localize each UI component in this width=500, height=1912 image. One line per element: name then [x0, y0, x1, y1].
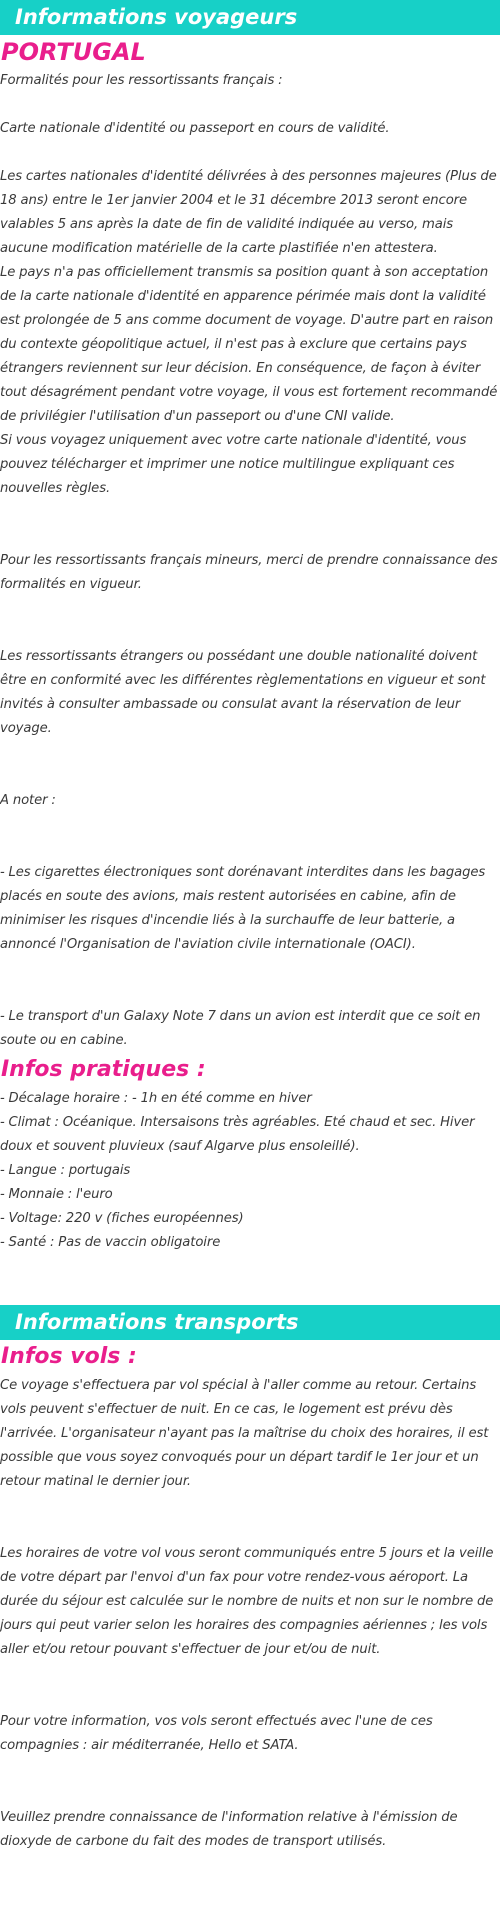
infos-vols-title: Infos vols : — [1, 1344, 137, 1369]
vol-paragraph-1: Ce voyage s'effectuera par vol spécial à l'aller comme au retour. Certains vols peuvent s'effectuer de nuit. En ce cas, le logement est prévu dès l'arrivée. L'organisateur n'ayant pas la maîtrise du choix des horaires, il est possible que vous soyez convoqués pour un départ tardif le 1er jour et un retour matinal le dernier jour. — [0, 1378, 489, 1489]
etrangers-paragraph: Les ressortissants étrangers ou possédant une double nationalité doivent être en conformité avec les différentes règlementations en vigueur et sont invités à consulter ambassade ou consulat avant la réservation de leur voyage. — [0, 649, 486, 736]
info-langue: - Langue : portugais — [0, 1163, 131, 1178]
info-sante: - Santé : Pas de vaccin obligatoire — [0, 1235, 221, 1250]
carte-identite-text: Carte nationale d'identité ou passeport en cours de validité. — [0, 121, 390, 136]
section-banner-transports: Informations transports — [0, 1305, 500, 1340]
cigarettes-notice: - Les cigarettes électroniques sont dorénavant interdites dans les bagages placés en soute des avions, mais restent autorisées en cabine, afin de minimiser les risques d'incendie liés à la surchauffe de leur batterie, a annoncé l'Organisation de l'aviation civile internationale (OACI). — [0, 865, 486, 952]
vol-paragraph-2: Les horaires de votre vol vous seront communiqués entre 5 jours et la veille de votre départ par l'envoi d'un fax pour votre rendez-vous aéroport. La durée du séjour est calculée sur le nombre de nuits et non sur le nombre de jours qui peut varier selon les horaires des compagnies aériennes ; les vols aller et/ou retour pouvant s'effectuer de jour et/ou de nuit. — [0, 1546, 494, 1657]
infos-pratiques-title: Infos pratiques : — [1, 1057, 206, 1082]
a-noter-label: A noter : — [0, 793, 56, 808]
info-voltage: - Voltage: 220 v (fiches européennes) — [0, 1211, 244, 1226]
section-banner-voyageurs: Informations voyageurs — [0, 0, 500, 35]
cni-paragraph-2: Le pays n'a pas officiellement transmis sa position quant à son acceptation de la carte nationale d'identité en apparence périmée mais dont la validité est prolongée de 5 ans comme document de voyage. D'autre part en raison du contexte géopolitique actuel, il n'est pas à exclure que certains pays étrangers reviennent sur leur décision. En conséquence, de façon à éviter tout désagrément pendant votre voyage, il vous est fortement recommandé de privilégier l'utilisation d'un passeport ou d'une CNI valide. — [0, 265, 498, 424]
compagnies-paragraph: Pour votre information, vos vols seront effectués avec l'une de ces compagnies : air méditerranée, Hello et SATA. — [0, 1714, 433, 1753]
info-monnaie: - Monnaie : l'euro — [0, 1187, 113, 1202]
info-climat: - Climat : Océanique. Intersaisons très agréables. Eté chaud et sec. Hiver doux et souvent pluvieux (sauf Algarve plus ensoleillé). — [0, 1115, 475, 1154]
formalites-intro: Formalités pour les ressortissants français : — [0, 73, 283, 88]
galaxy-note-notice: - Le transport d'un Galaxy Note 7 dans un avion est interdit que ce soit en soute ou en cabine. — [0, 1009, 481, 1048]
cni-paragraph-3: Si vous voyagez uniquement avec votre carte nationale d'identité, vous pouvez télécharger et imprimer une notice multilingue expliquant ces nouvelles règles. — [0, 433, 467, 496]
country-title: PORTUGAL — [1, 38, 146, 66]
info-decalage: - Décalage horaire : - 1h en été comme en hiver — [0, 1091, 312, 1106]
co2-paragraph: Veuillez prendre connaissance de l'information relative à l'émission de dioxyde de carbone du fait des modes de transport utilisés. — [0, 1810, 458, 1849]
cni-paragraph-1: Les cartes nationales d'identité délivrées à des personnes majeures (Plus de 18 ans) entre le 1er janvier 2004 et le 31 décembre 2013 seront encore valables 5 ans après la date de fin de validité indiquée au verso, mais aucune modification matérielle de la carte plastifiée n'en attestera. — [0, 169, 497, 256]
mineurs-paragraph: Pour les ressortissants français mineurs, merci de prendre connaissance des formalités en vigueur. — [0, 553, 498, 592]
